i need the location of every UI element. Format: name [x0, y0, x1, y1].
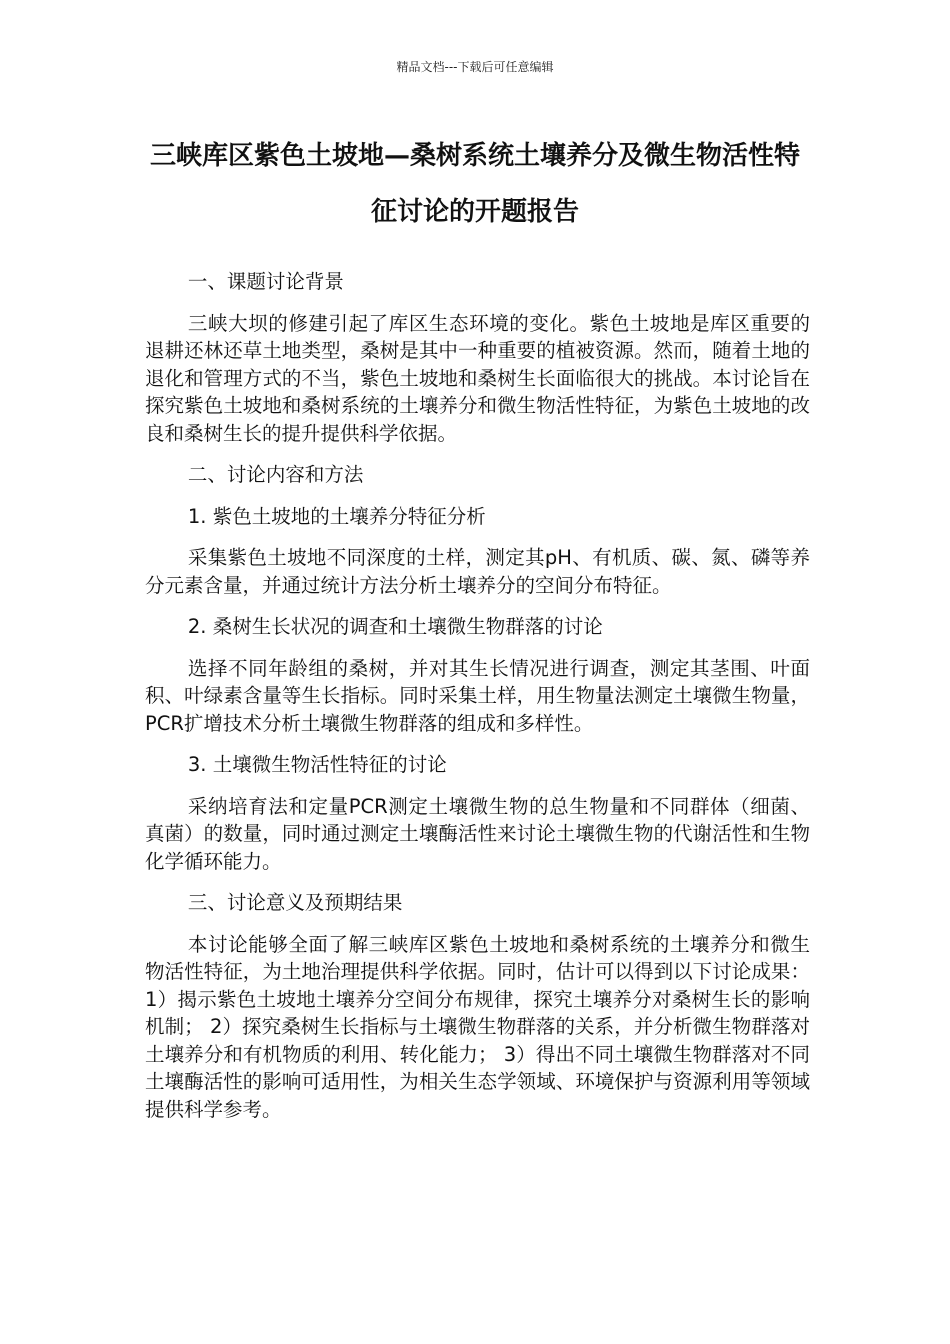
section-heading-significance: 三、讨论意义及预期结果 [187, 891, 403, 914]
paragraph-significance: 本讨论能够全面了解三峡库区紫色土坡地和桑树系统的土壤养分和微生物活性特征，为土地治理提供科学依据。同时，估计可以得到以下讨论成果： 1）揭示紫色土坡地土壤养分空间分布规律，探究土壤养分对桑树生长的影响机制； 2）探究桑树生长指标与土壤微生物群落的关系，并分析微生物群落对土壤养分和有机物质的利用、转化能力； 3）得出不同土壤微生物群落对不同土壤酶活性的影响可适用性，为相关生态学领域、环境保护与资源利用等领域提供科学参考。 [145, 932, 810, 1121]
document-title: 三峡库区紫色土坡地—桑树系统土壤养分及微生物活性特征讨论的开题报告 [149, 141, 800, 227]
paragraph-mulberry-growth: 选择不同年龄组的桑树，并对其生长情况进行调查，测定其茎围、叶面积、叶绿素含量等生长指标。同时采集土样，用生物量法测定土壤微生物量，PCR扩增技术分析土壤微生物群落的组成和多样性。 [145, 656, 810, 735]
paragraph-background: 三峡大坝的修建引起了库区生态环境的变化。紫色土坡地是库区重要的退耕还林还草土地类型，桑树是其中一种重要的植被资源。然而，随着土地的退化和管理方式的不当，紫色土坡地和桑树生长面临很大的挑战。本讨论旨在探究紫色土坡地和桑树系统的土壤养分和微生物活性特征，为紫色土坡地的改良和桑树生长的提升提供科学依据。 [145, 311, 810, 445]
header-note: 精品文档---下载后可任意编辑 [396, 60, 554, 74]
document-body [145, 268, 810, 1137]
subheading-soil-nutrients: 1. 紫色土坡地的土壤养分特征分析 [187, 504, 486, 528]
subheading-microbial-activity: 3. 土壤微生物活性特征的讨论 [187, 753, 447, 776]
section-heading-content-methods: 二、讨论内容和方法 [187, 463, 364, 486]
paragraph-soil-nutrients: 采集紫色土坡地不同深度的土样，测定其pH、有机质、碳、氮、磷等养分元素含量，并通过统计方法分析土壤养分的空间分布特征。 [145, 546, 810, 597]
section-heading-background: 一、课题讨论背景 [187, 270, 344, 293]
paragraph-microbial-activity: 采纳培育法和定量PCR测定土壤微生物的总生物量和不同群体（细菌、真菌）的数量，同时通过测定土壤酶活性来讨论土壤微生物的代谢活性和生物化学循环能力。 [145, 794, 810, 873]
subheading-mulberry-growth: 2. 桑树生长状况的调查和土壤微生物群落的讨论 [187, 615, 603, 638]
